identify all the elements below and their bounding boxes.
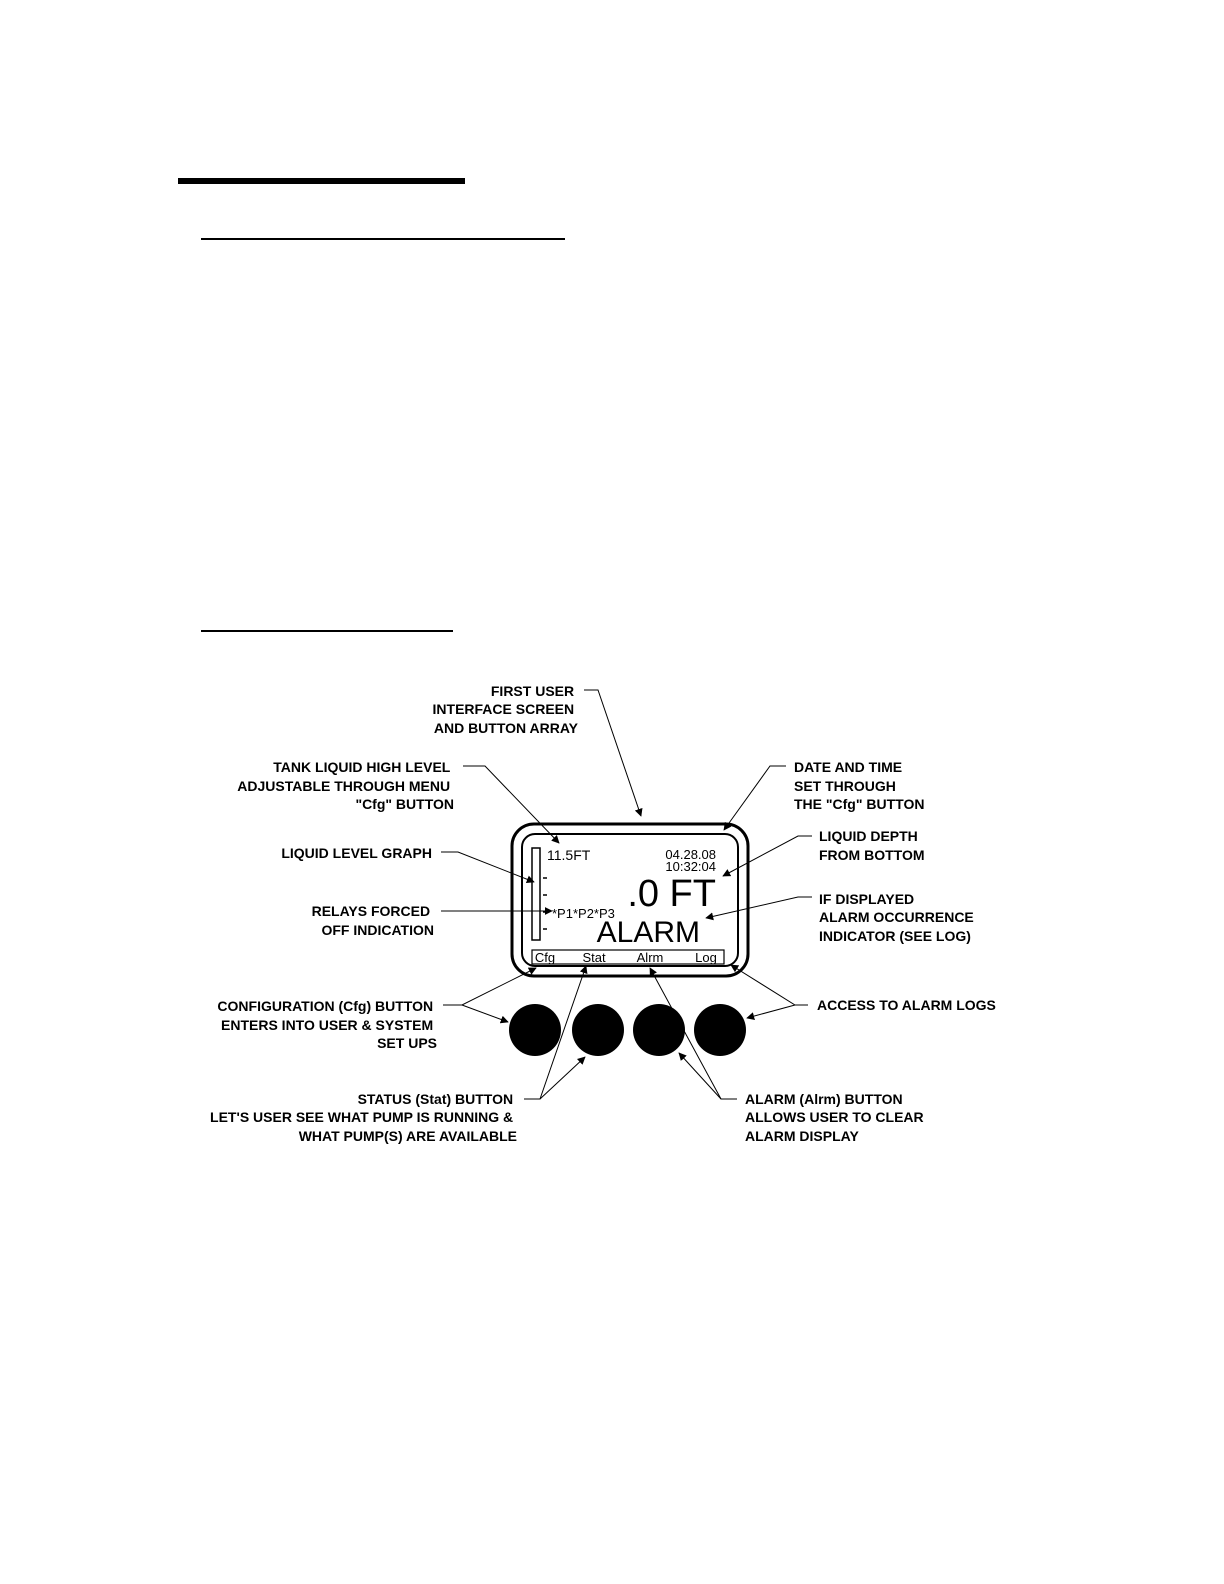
relays-forced-indicator: *P1*P2*P3	[552, 906, 615, 921]
callout-first-user: FIRST USER INTERFACE SCREEN AND BUTTON ARRAY	[432, 683, 578, 736]
callout-liquid-depth: LIQUID DEPTH FROM BOTTOM	[819, 828, 925, 863]
stat-button[interactable]	[572, 1004, 624, 1056]
alrm-button[interactable]	[633, 1004, 685, 1056]
callout-tank-high-level: TANK LIQUID HIGH LEVEL ADJUSTABLE THROUGH MENU "Cfg" BUTTON	[237, 759, 454, 812]
leader-tank-high	[463, 766, 559, 843]
softkey-label-alrm: Alrm	[636, 950, 664, 965]
callout-date-time: DATE AND TIME SET THROUGH THE "Cfg" BUTTON	[794, 759, 925, 812]
callout-config-button: CONFIGURATION (Cfg) BUTTON ENTERS INTO USER & SYSTEM SET UPS	[217, 998, 437, 1051]
high-level-value: 11.5FT	[547, 847, 591, 863]
liquid-level-graph	[532, 848, 540, 940]
leader-first-user	[584, 690, 641, 816]
softkey-label-stat: Stat	[582, 950, 606, 965]
date-readout: 04.28.08	[665, 847, 716, 862]
alarm-indicator: ALARM	[596, 916, 700, 949]
display-device	[512, 824, 748, 976]
callout-relays-forced: RELAYS FORCED OFF INDICATION	[311, 903, 434, 938]
callout-alarm-indicator: IF DISPLAYED ALARM OCCURRENCE INDICATOR (SEE LOG)	[819, 891, 974, 944]
leader-logs-a	[731, 965, 808, 1005]
leader-config-b	[462, 1005, 508, 1022]
softkey-label-cfg: Cfg	[534, 950, 556, 965]
callout-alarm-button: ALARM (Alrm) BUTTON ALLOWS USER TO CLEAR ALARM DISPLAY	[745, 1091, 924, 1144]
callout-alarm-logs: ACCESS TO ALARM LOGS	[817, 997, 996, 1013]
leader-alarm-ind	[706, 897, 812, 918]
leader-level-graph	[441, 852, 534, 882]
time-readout: 10:32:04	[665, 859, 716, 874]
leader-logs-b	[747, 1005, 795, 1018]
callout-liquid-level-graph: LIQUID LEVEL GRAPH	[281, 845, 432, 861]
depth-readout: .0 FT	[627, 873, 716, 915]
level-graph-ticks	[543, 878, 547, 929]
softkey-label-log: Log	[695, 950, 717, 965]
cfg-button[interactable]	[509, 1004, 561, 1056]
log-button[interactable]	[694, 1004, 746, 1056]
callout-status-button: STATUS (Stat) BUTTON LET'S USER SEE WHAT PUMP IS RUNNING & WHAT PUMP(S) ARE AVAILABLE	[210, 1091, 517, 1144]
leader-date-time	[724, 766, 786, 830]
